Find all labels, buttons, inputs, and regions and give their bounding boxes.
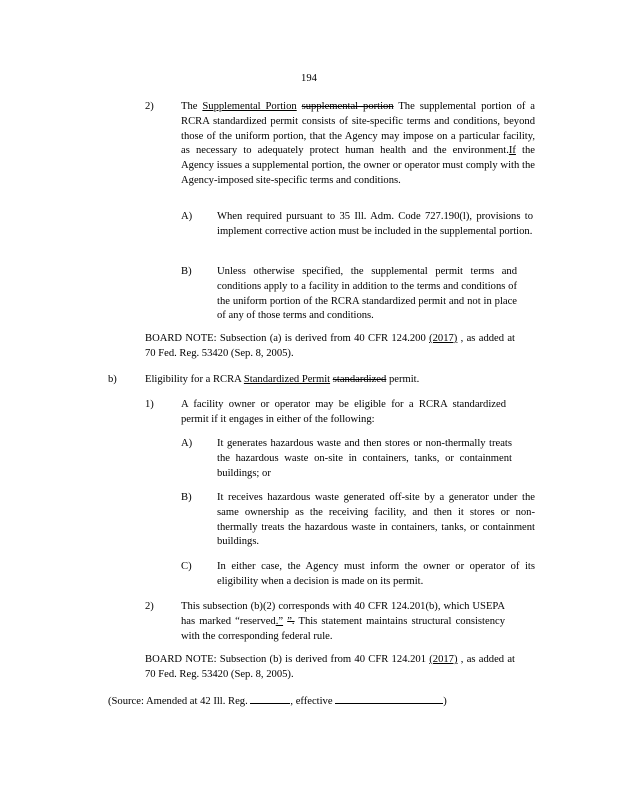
board-note-b [145,653,515,683]
deleted-text: supplemental portion [301,101,394,112]
supplemental-portion-paragraph [181,100,535,189]
reserved-paragraph [181,600,505,644]
text: , as added at 70 Fed. Reg. 53420 (Sep. 8, 2005). [145,333,515,359]
inserted-text: Supplemental Portion [202,101,297,112]
agency-inform-paragraph: In either case, the Agency must inform the owner or operator of its eligibility when a decision is made on its permit. [217,561,535,587]
text: permit. [386,374,420,385]
text: The [181,101,203,112]
item-label-B: B) [181,266,192,277]
eligibility-paragraph: A facility owner or operator may be eligible for a RCRA standardized permit if it engages in either of the following: [181,399,506,425]
item-label-B: B) [181,492,192,503]
text: The supplemental portion of a RCRA standardized permit consists of site-specific terms and conditions, beyond those of the uniform portion, that the Agency may impose on a particular facility, as necessary to adequately protect human health and the environment. [181,101,535,157]
text: the Agency issues a supplemental portion, the owner or operator must comply with the Agency-imposed site-specific terms and conditions. [181,145,535,186]
item-label-1: 1) [145,399,154,410]
receives-waste-paragraph: It receives hazardous waste generated off-site by a generator under the same ownership as the receiving facility, and then it stores or non-thermally treats the hazardous waste in containers, tanks, or containment buildings. [217,492,535,548]
deleted-text: ”. [287,615,295,627]
item-label-2: 2) [145,101,154,112]
text: , effective [290,696,336,707]
text: This subsection (b)(2) corresponds with 40 CFR 124.201(b), which USEPA has marked “reserved [181,601,505,627]
text: BOARD NOTE: Subsection (b) is derived from 40 CFR 124.201 [145,654,430,665]
inserted-text: .” [275,615,284,627]
text: ) [443,696,447,707]
eligibility-heading [145,373,505,388]
inserted-text: If [508,145,516,157]
inserted-text: Standardized Permit [243,374,331,385]
inserted-text: (2017) [429,654,458,665]
text: (Source: Amended at 42 Ill. Reg. [108,696,251,707]
page-number: 194 [301,73,317,84]
item-label-C: C) [181,561,192,572]
text: BOARD NOTE: Subsection (a) is derived from 40 CFR 124.200 [145,333,430,344]
item-label-b: b) [108,374,117,385]
inserted-text: (2017) [429,333,458,344]
item-label-A: A) [181,438,193,449]
source-note [108,693,528,710]
generates-waste-paragraph: It generates hazardous waste and then stores or non-thermally treats the hazardous waste on-site in containers, tanks, or containment buildings; or [217,438,512,479]
deleted-text: standardized [332,374,387,385]
blank-line [250,693,290,704]
corrective-action-paragraph: When required pursuant to 35 Ill. Adm. Code 727.190(l), provisions to implement corrective action must be included in the supplemental portion. [217,211,533,237]
item-label-2: 2) [145,601,154,612]
board-note-a [145,332,515,362]
text: Eligibility for a RCRA [145,374,244,385]
text: , as added at 70 Fed. Reg. 53420 (Sep. 8, 2005). [145,654,515,680]
item-label-A: A) [181,211,193,222]
terms-apply-paragraph: Unless otherwise specified, the supplemental permit terms and conditions apply to a facility in addition to the terms and conditions of the uniform portion of the RCRA standardized permit and not in place of any of those terms and conditions. [217,266,517,322]
blank-line [335,693,443,704]
text: This statement maintains structural consistency with the corresponding federal rule. [181,615,505,642]
